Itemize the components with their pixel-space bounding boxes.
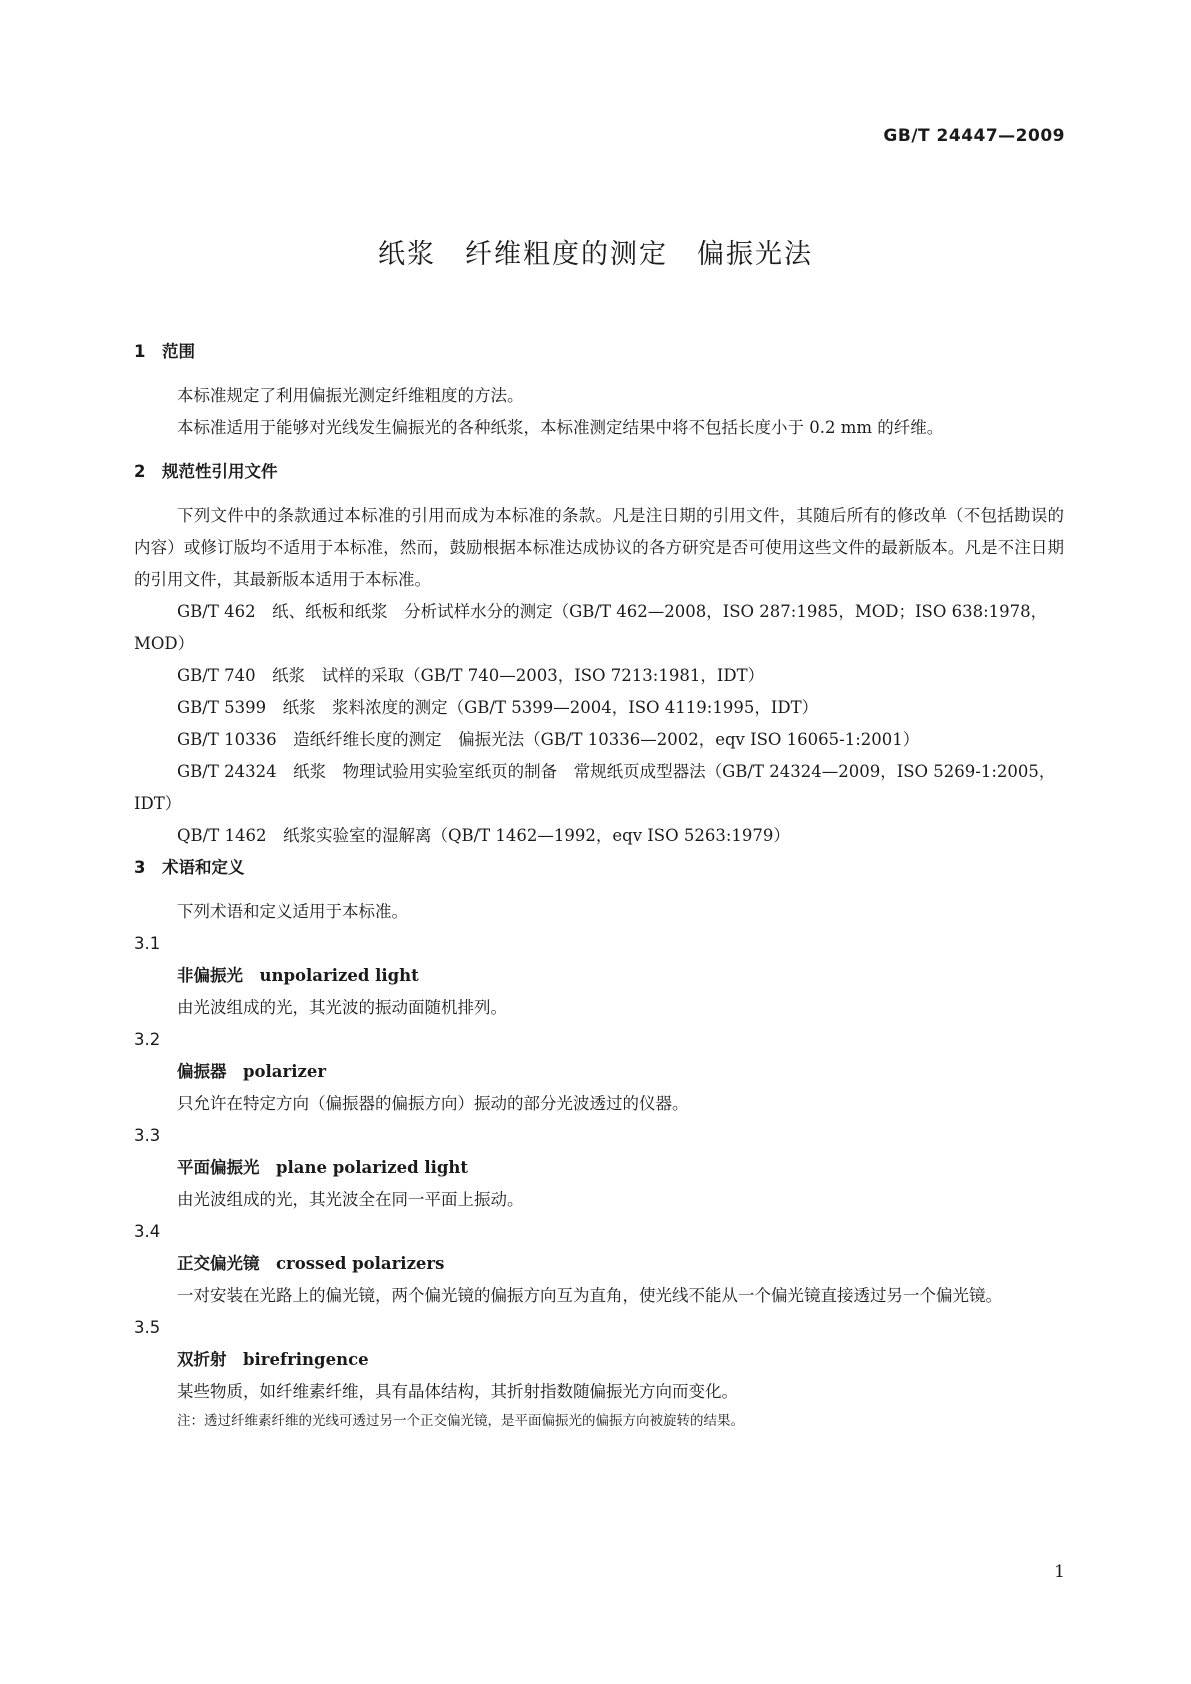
section-heading-scope: 1 范围 xyxy=(134,342,195,361)
term-name xyxy=(134,960,1064,992)
term-name-en: birefringence xyxy=(243,1350,369,1369)
paragraph: 本标准适用于能够对光线发生偏振光的各种纸浆，本标准测定结果中将不包括长度小于 0.2 mm 的纤维。 xyxy=(177,418,944,437)
reference-item: GB/T 10336 造纸纤维长度的测定 偏振光法（GB/T 10336—2002，eqv ISO 16065-1:2001） xyxy=(177,730,920,749)
reference-item: GB/T 740 纸浆 试样的采取（GB/T 740—2003，ISO 7213:1981，IDT） xyxy=(177,666,765,685)
reference-item: GB/T 5399 纸浆 浆料浓度的测定（GB/T 5399—2004，ISO 4119:1995，IDT） xyxy=(177,698,819,717)
reference-item: GB/T 462 纸、纸板和纸浆 分析试样水分的测定（GB/T 462—2008，ISO 287:1985，MOD；ISO 638:1978，MOD） xyxy=(134,602,1048,653)
section-heading-normative-references: 2 规范性引用文件 xyxy=(134,462,278,481)
term-name-en: unpolarized light xyxy=(259,966,419,985)
term-number: 3.1 xyxy=(134,934,161,953)
term-definition: 一对安装在光路上的偏光镜，两个偏光镜的偏振方向互为直角，使光线不能从一个偏光镜直接透过另一个偏光镜。 xyxy=(177,1286,1002,1305)
term-name-en: crossed polarizers xyxy=(276,1254,445,1273)
section-heading-terms: 3 术语和定义 xyxy=(134,858,245,877)
term-entry xyxy=(134,1312,1064,1408)
document-body xyxy=(134,336,1064,1434)
term-name xyxy=(134,1152,1064,1184)
page-number: 1 xyxy=(1054,1562,1065,1582)
term-entry xyxy=(134,1024,1064,1120)
term-definition: 由光波组成的光，其光波全在同一平面上振动。 xyxy=(177,1190,524,1209)
term-name-en: plane polarized light xyxy=(276,1158,469,1177)
term-name-zh: 非偏振光 xyxy=(177,966,243,985)
term-definition: 只允许在特定方向（偏振器的偏振方向）振动的部分光波透过的仪器。 xyxy=(177,1094,689,1113)
document-title: 纸浆 纤维粗度的测定 偏振光法 xyxy=(378,239,813,270)
term-name-zh: 正交偏光镜 xyxy=(177,1254,260,1273)
term-name xyxy=(134,1056,1064,1088)
term-name-zh: 平面偏振光 xyxy=(177,1158,260,1177)
paragraph: 本标准规定了利用偏振光测定纤维粗度的方法。 xyxy=(177,386,524,405)
term-name xyxy=(134,1344,1064,1376)
term-definition: 某些物质，如纤维素纤维，具有晶体结构，其折射指数随偏振光方向而变化。 xyxy=(177,1382,738,1401)
term-entry xyxy=(134,1120,1064,1216)
term-name-zh: 双折射 xyxy=(177,1350,227,1369)
term-number: 3.3 xyxy=(134,1126,161,1145)
term-number: 3.4 xyxy=(134,1222,161,1241)
term-number: 3.2 xyxy=(134,1030,161,1049)
term-name-en: polarizer xyxy=(243,1062,327,1081)
term-name-zh: 偏振器 xyxy=(177,1062,227,1081)
reference-item: QB/T 1462 纸浆实验室的湿解离（QB/T 1462—1992，eqv ISO 5263:1979） xyxy=(177,826,790,845)
term-entry xyxy=(134,1216,1064,1312)
term-number: 3.5 xyxy=(134,1318,161,1337)
standard-number: GB/T 24447—2009 xyxy=(883,126,1065,146)
term-name xyxy=(134,1248,1064,1280)
note: 注：透过纤维素纤维的光线可透过另一个正交偏光镜，是平面偏振光的偏振方向被旋转的结果。 xyxy=(177,1413,744,1429)
paragraph: 下列文件中的条款通过本标准的引用而成为本标准的条款。凡是注日期的引用文件，其随后所有的修改单（不包括勘误的内容）或修订版均不适用于本标准，然而，鼓励根据本标准达成协议的各方研究是否可使用这些文件的最新版本。凡是不注日期的引用文件，其最新版本适用于本标准。 xyxy=(134,506,1064,589)
reference-item: GB/T 24324 纸浆 物理试验用实验室纸页的制备 常规纸页成型器法（GB/T 24324—2009，ISO 5269-1:2005，IDT） xyxy=(134,762,1056,813)
paragraph: 下列术语和定义适用于本标准。 xyxy=(177,902,408,921)
term-entry xyxy=(134,928,1064,1024)
term-definition: 由光波组成的光，其光波的振动面随机排列。 xyxy=(177,998,507,1017)
